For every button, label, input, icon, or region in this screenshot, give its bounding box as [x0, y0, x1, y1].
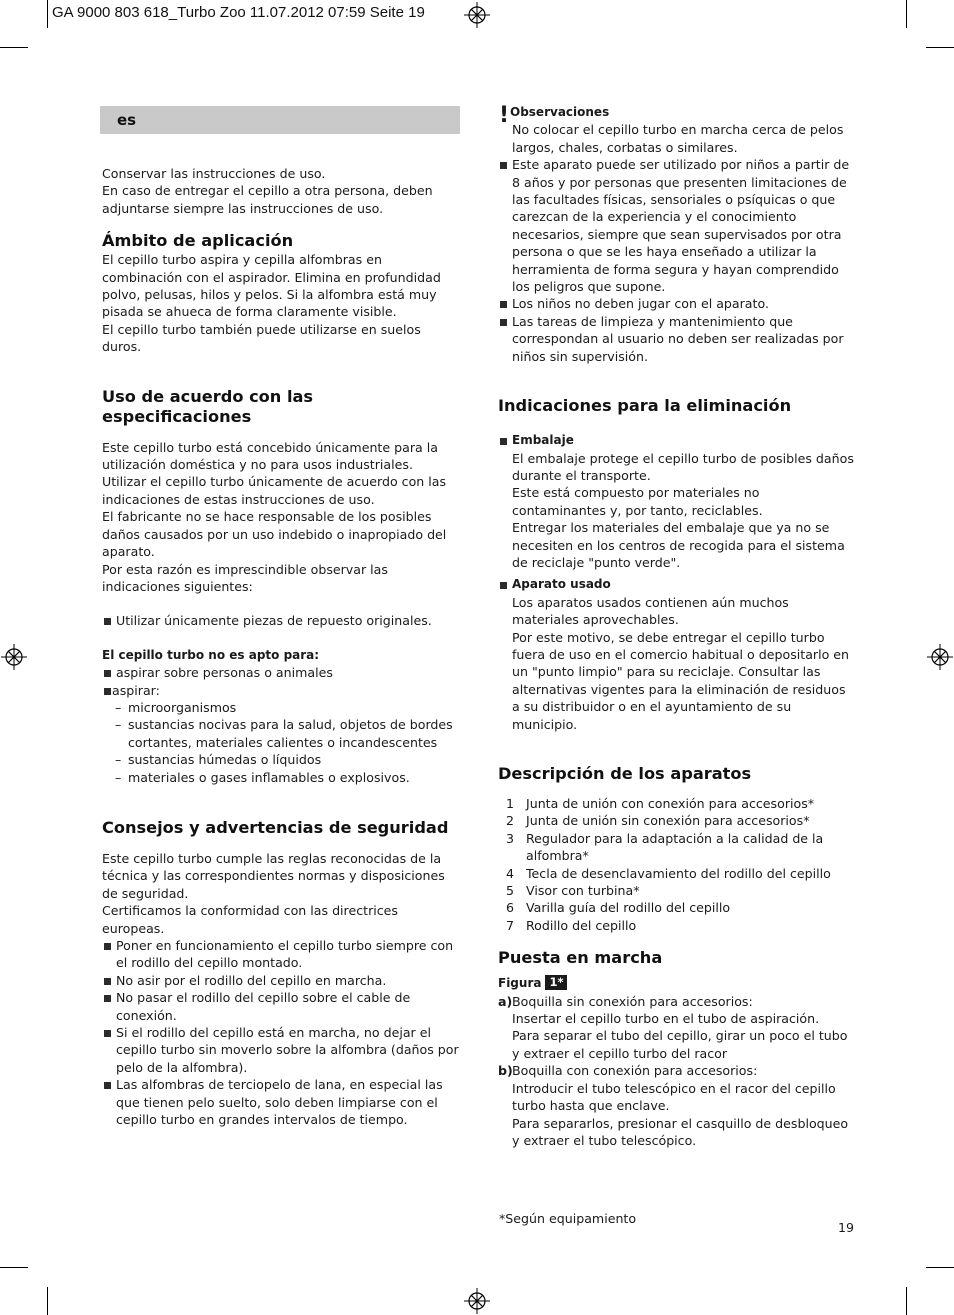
embalaje-title: Embalaje: [498, 432, 854, 449]
crop-mark: [47, 0, 48, 28]
not-for-item: aspirar sobre personas o animales: [102, 664, 462, 681]
uso-paragraph: El fabricante no se hace responsable de los posibles daños causados por un uso indebido o inapropiado del aparato.: [102, 509, 447, 560]
intro-line: Conservar las instrucciones de uso.: [102, 166, 326, 181]
parts-list-item: 2 Junta de unión sin conexión para accesorios*: [506, 813, 810, 829]
crop-mark: [926, 47, 954, 48]
step-b-paragraph: Para separarlos, presionar el casquillo de desbloqueo y extraer el tubo telescópico.: [512, 1115, 849, 1148]
section-title-uso: Uso de acuerdo con las especificaciones: [102, 386, 314, 426]
not-for-dash-item: – microorganismos: [102, 699, 462, 716]
registration-mark-icon: [464, 1288, 490, 1314]
warning-exclamation-icon: !: [499, 103, 510, 128]
right-column: [498, 104, 854, 1149]
observaciones-bullet: Las tareas de limpieza y mantenimiento que correspondan al usuario no deben ser realizadas por niños sin supervisión.: [498, 313, 854, 365]
step-b-paragraph: Introducir el tubo telescópico en el racor del cepillo turbo hasta que enclave.: [512, 1080, 836, 1114]
observaciones-title: Observaciones: [510, 105, 610, 119]
parts-list-item: 6 Varilla guía del rodillo del cepillo: [506, 900, 731, 916]
consejos-paragraph: Certificamos la conformidad con las directrices europeas.: [102, 903, 398, 936]
consejos-paragraph: Este cepillo turbo cumple las reglas reconocidas de la técnica y las correspondientes normas y disposiciones de seguridad.: [102, 850, 445, 901]
print-header: GA 9000 803 618_Turbo Zoo 11.07.2012 07:59 Seite 19: [52, 4, 425, 21]
crop-mark: [47, 1287, 48, 1315]
parts-list-item: 3 Regulador para la adaptación a la calidad de la alfombra*: [506, 830, 824, 864]
section-title-eliminacion: Indicaciones para la eliminación: [498, 396, 792, 416]
parts-list-item: 1 Junta de unión con conexión para accesorios*: [506, 796, 815, 811]
section-title-consejos: Consejos y advertencias de seguridad: [102, 817, 449, 837]
embalaje-paragraph: El embalaje protege el cepillo turbo de posibles daños durante el transporte.: [512, 450, 854, 483]
ambito-paragraph: El cepillo turbo también puede utilizarse en suelos duros.: [102, 321, 421, 355]
crop-mark: [906, 0, 907, 28]
section-title-descripcion: Descripción de los aparatos: [498, 764, 752, 783]
uso-paragraph: Por esta razón es imprescindible observar las indicaciones siguientes:: [102, 561, 388, 594]
uso-paragraph: Utilizar el cepillo turbo únicamente de acuerdo con las indicaciones de estas instrucciones de uso.: [102, 474, 447, 507]
section-title-ambito: Ámbito de aplicación: [102, 231, 294, 251]
safety-bullet: No asir por el rodillo del cepillo en marcha.: [102, 972, 462, 989]
embalaje-paragraph: Este está compuesto por materiales no contaminantes y, por tanto, reciclables.: [512, 485, 763, 518]
registration-mark-icon: [927, 644, 953, 670]
safety-bullet: Poner en funcionamiento el cepillo turbo siempre con el rodillo del cepillo montado.: [102, 937, 462, 972]
uso-paragraph: Este cepillo turbo está concebido únicamente para la utilización doméstica y no para usos industriales.: [102, 439, 438, 473]
safety-bullet: No pasar el rodillo del cepillo sobre el cable de conexión.: [102, 989, 462, 1024]
step-a-title: a) Boquilla sin conexión para accesorios:: [498, 993, 753, 1009]
crop-mark: [906, 1287, 907, 1315]
step-a-paragraph: Para separar el tubo del cepillo, girar un poco el tubo y extraer el cepillo turbo del racor: [512, 1028, 848, 1061]
step-a-paragraph: Insertar el cepillo turbo en el tubo de aspiración.: [512, 1011, 820, 1027]
left-column: [102, 165, 462, 1128]
registration-mark-icon: [1, 644, 27, 670]
uso-bullet: Utilizar únicamente piezas de repuesto originales.: [102, 612, 462, 629]
parts-list-item: 4 Tecla de desenclavamiento del rodillo del cepillo: [506, 865, 831, 881]
not-for-dash-item: – sustancias nocivas para la salud, objetos de bordes cortantes, materiales calientes o incandescentes: [102, 716, 462, 751]
registration-mark-icon: [464, 2, 490, 28]
section-title-puesta: Puesta en marcha: [498, 948, 663, 968]
language-bar: [100, 106, 460, 134]
figure-reference: Figura 1*: [498, 975, 854, 992]
safety-bullet: Las alfombras de terciopelo de lana, en especial las que tienen pelo suelto, solo deben limpiarse con el cepillo turbo en grandes intervalos de tiempo.: [102, 1076, 462, 1128]
aparato-usado-paragraph: Los aparatos usados contienen aún muchos materiales aprovechables.: [512, 594, 789, 628]
not-for-dash-item: – materiales o gases inflamables o explosivos.: [102, 769, 462, 786]
crop-mark: [0, 47, 28, 48]
observaciones-bullet: Los niños no deben jugar con el aparato.: [498, 295, 854, 312]
aparato-usado-paragraph: Por este motivo, se debe entregar el cepillo turbo fuera de uso en el comercio habitual o depositarlo en un "punto limpio" para su reciclaje. Consultar las alternativas vigentes para la eliminación de residuos a su distribuidor o en el ayuntamiento de su municipio.: [512, 629, 850, 732]
step-b-title: b) Boquilla con conexión para accesorios:: [498, 1063, 758, 1079]
intro-line: En caso de entregar el cepillo a otra persona, deben adjuntarse siempre las instrucciones de uso.: [102, 183, 433, 216]
figure-badge: 1*: [545, 975, 567, 990]
ambito-paragraph: El cepillo turbo aspira y cepilla alfombras en combinación con el aspirador. Elimina en profundidad polvo, pelusas, hilos y pelos. Si la alfombra está muy pisada se ahueca de forma claramente visible.: [102, 252, 441, 320]
observaciones-first: No colocar el cepillo turbo en marcha cerca de pelos largos, chales, corbatas o similares.: [512, 122, 844, 155]
crop-mark: [926, 1267, 954, 1268]
not-for-dash-item: – sustancias húmedas o líquidos: [102, 751, 462, 768]
observaciones-bullet: Este aparato puede ser utilizado por niños a partir de 8 años y por personas que presenten limitaciones de las facultades físicas, sensoriales o psíquicas o que carezcan de la experiencia y el conocimiento necesarios, siempre que sean supervisados por otra persona o que se les haya enseñado a utilizar la herramienta de forma segura y hayan comprendido los peligros que supone.: [498, 156, 854, 295]
page-number: 19: [838, 1220, 855, 1235]
aparato-usado-title: Aparato usado: [498, 576, 854, 593]
not-for-item: aspirar:: [102, 682, 462, 699]
parts-list-item: 5 Visor con turbina*: [506, 883, 640, 899]
safety-bullet: Si el rodillo del cepillo está en marcha, no dejar el cepillo turbo sin moverlo sobre la alfombra (daños por pelo de la alfombra).: [102, 1024, 462, 1076]
embalaje-paragraph: Entregar los materiales del embalaje que ya no se necesiten en los centros de recogida para el sistema de reciclaje "punto verde".: [512, 520, 845, 570]
not-for-title: El cepillo turbo no es apto para:: [102, 647, 320, 662]
parts-list-item: 7 Rodillo del cepillo: [506, 917, 637, 933]
footnote: *Según equipamiento: [499, 1211, 637, 1226]
crop-mark: [0, 1267, 28, 1268]
language-tag: es: [117, 111, 137, 129]
